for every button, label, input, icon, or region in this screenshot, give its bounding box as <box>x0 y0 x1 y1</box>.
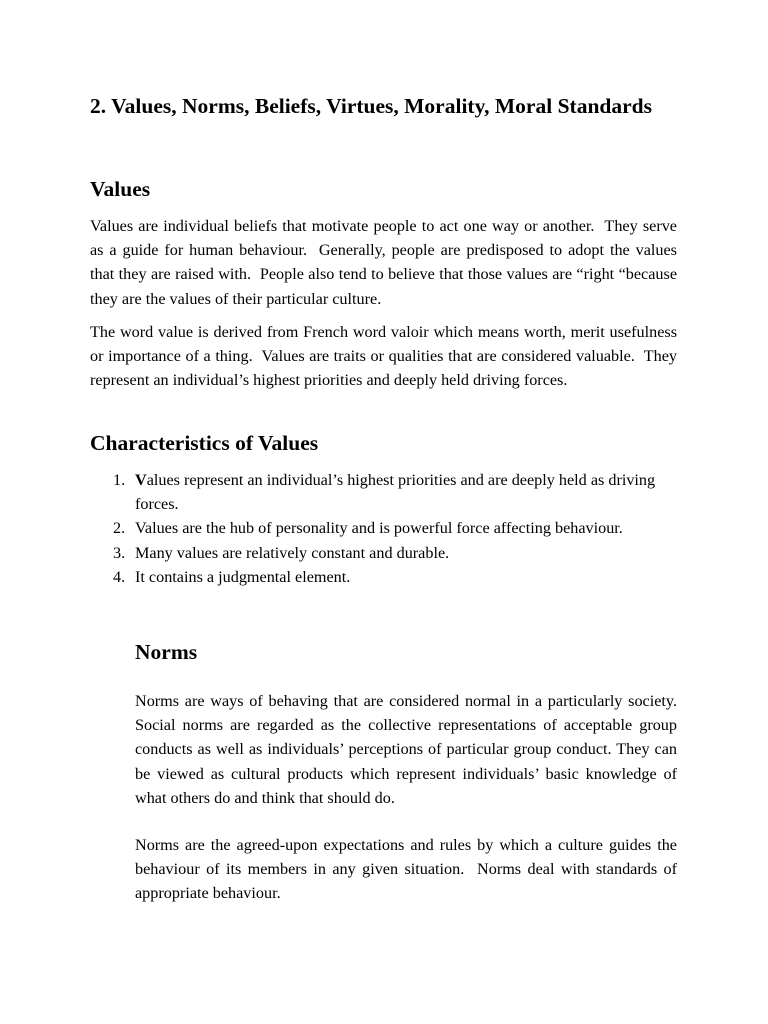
list-item-number: 3. <box>113 543 126 562</box>
values-heading: Values <box>90 177 151 201</box>
values-paragraph-1: Values are individual beliefs that motivate people to act one way or another. They serve as a guide for human behaviour. Generally, people are predisposed to adopt the values that they are raised with. People also tend to believe that those values are “right “because they are the values of their particular culture. <box>90 217 677 308</box>
list-item-text: alues represent an individual’s highest priorities and are deeply held as driving forces. <box>135 471 656 514</box>
norms-heading: Norms <box>135 640 198 664</box>
values-paragraph-2: The word value is derived from French word valoir which means worth, merit usefulness or importance of a thing. Values are traits or qualities that are considered valuable. They represent an individual’s highest priorities and deeply held driving forces. <box>90 323 677 390</box>
list-item <box>90 565 680 589</box>
list-item-number: 4. <box>113 567 126 586</box>
list-item <box>90 541 680 565</box>
document-title: 2. Values, Norms, Beliefs, Virtues, Morality, Moral Standards <box>90 94 652 118</box>
list-item-text: Values are the hub of personality and is powerful force affecting behaviour. <box>135 519 623 538</box>
list-item <box>90 516 680 540</box>
list-item-number: 2. <box>113 519 126 538</box>
list-item-initial: V <box>135 471 147 489</box>
list-item-number: 1. <box>113 471 126 489</box>
norms-paragraph-2: Norms are the agreed-upon expectations and rules by which a culture guides the behaviour of its members in any given situation. Norms deal with standards of appropriate behaviour. <box>135 836 677 903</box>
norms-paragraph-1: Norms are ways of behaving that are considered normal in a particularly society. Social norms are regarded as the collective representations of acceptable group conducts as well as individuals’ perceptions of particular group conduct. They can be viewed as cultural products which represent individuals’ basic knowledge of what others do and think that should do. <box>135 692 677 807</box>
characteristics-heading: Characteristics of Values <box>90 431 319 455</box>
list-item-text: It contains a judgmental element. <box>135 567 351 586</box>
characteristics-list <box>90 468 680 589</box>
list-item <box>90 468 680 516</box>
list-item-text: Many values are relatively constant and durable. <box>135 543 450 562</box>
